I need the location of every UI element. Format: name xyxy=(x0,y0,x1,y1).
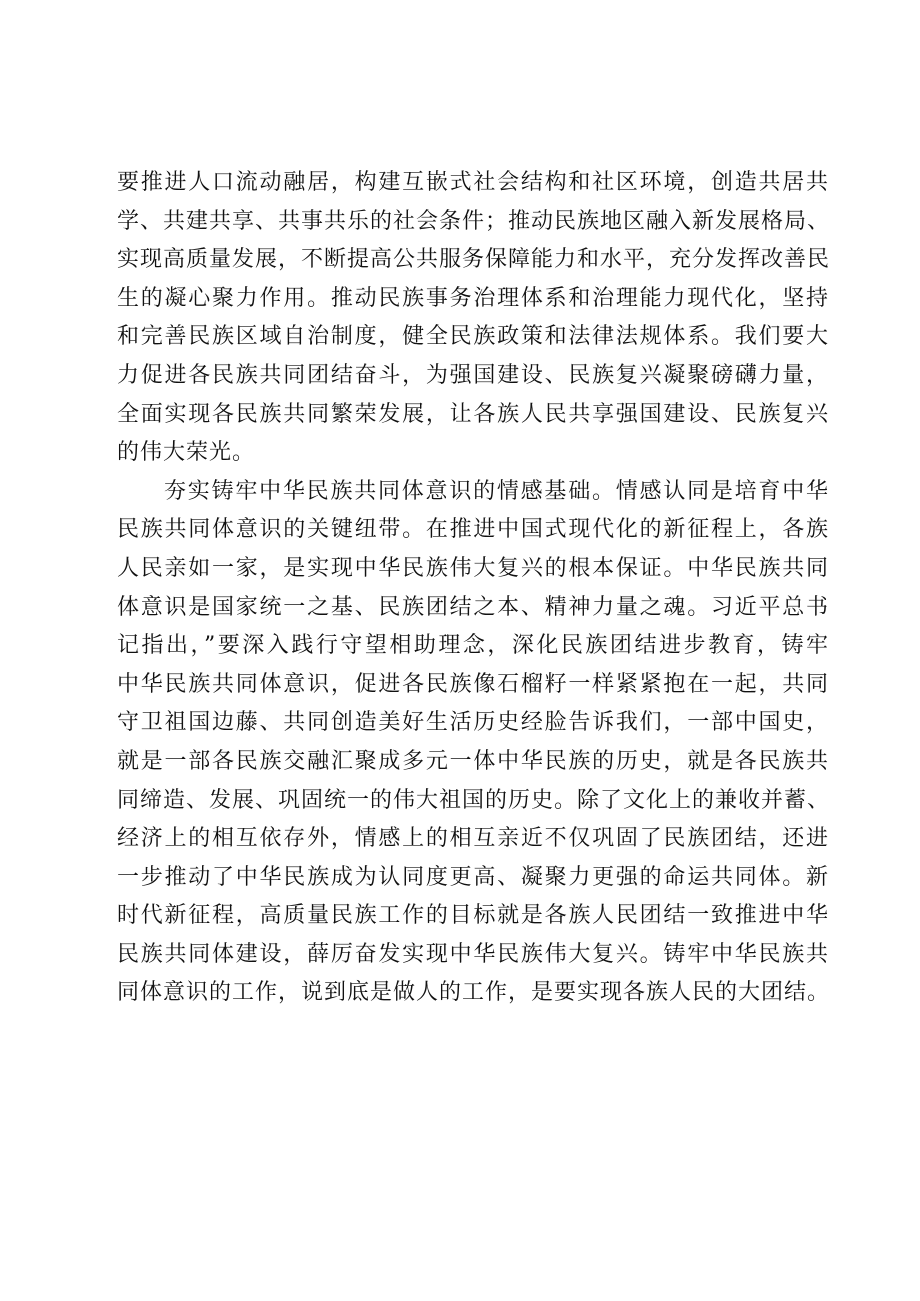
paragraph-1 xyxy=(117,164,829,473)
text-line: 时代新征程，高质量民族工作的目标就是各族人民团结一致推进中华 xyxy=(117,903,829,929)
text-line: 的伟大荣光。 xyxy=(117,440,256,466)
text-line: 力促进各民族共同团结奋斗，为强国建设、民族复兴凝聚磅礴力量， xyxy=(117,362,829,388)
text-line: 同缔造、发展、巩固统一的伟大祖国的历史。除了文化上的兼收并蓄、 xyxy=(117,787,831,813)
text-line: 民族共同体意识的关键纽带。在推进中国式现代化的新征程上，各族 xyxy=(117,517,829,543)
text-line: 记指出，”要深入践行守望相助理念，深化民族团结进步教育，铸牢 xyxy=(117,633,829,659)
text-line: 和完善民族区域自治制度，健全民族政策和法律法规体系。我们要大 xyxy=(117,324,829,350)
text-line: 生的凝心聚力作用。推动民族事务治理体系和治理能力现代化，坚持 xyxy=(117,285,829,311)
text-line: 民族共同体建设，薛厉奋发实现中华民族伟大复兴。铸牢中华民族共 xyxy=(117,941,829,967)
text-line: 夯实铸牢中华民族共同体意识的情感基础。情感认同是培育中华 xyxy=(164,478,829,504)
text-line: 全面实现各民族共同繁荣发展，让各族人民共享强国建设、民族复兴 xyxy=(117,401,829,427)
text-line: 一步推动了中华民族成为认同度更高、凝聚力更强的命运共同体。新 xyxy=(117,864,829,890)
text-line: 中华民族共同体意识，促进各民族像石榴籽一样紧紧抱在一起，共同 xyxy=(117,671,829,697)
paragraph-2 xyxy=(117,473,829,1013)
text-line: 要推进人口流动融居，构建互嵌式社会结构和社区环境，创造共居共 xyxy=(117,170,829,195)
text-line: 人民亲如一家，是实现中华民族伟大复兴的根本保证。中华民族共同 xyxy=(117,555,829,581)
text-line: 经济上的相互依存外，情感上的相互亲近不仅巩固了民族团结，还进 xyxy=(117,826,829,852)
text-line: 同体意识的工作，说到底是做人的工作，是要实现各族人民的大团结。 xyxy=(117,980,831,1006)
text-line: 实现高质量发展，不断提高公共服务保障能力和水平，充分发挥改善民 xyxy=(117,247,831,273)
text-line: 守卫祖国边藤、共同创造美好生活历史经脸告诉我们，一部中国史， xyxy=(117,710,829,736)
text-line: 学、共建共享、共事共乐的社会条件；推动民族地区融入新发展格局、 xyxy=(117,208,831,234)
text-line: 就是一部各民族交融汇聚成多元一体中华民族的历史，就是各民族共 xyxy=(117,748,829,774)
document-body xyxy=(117,164,829,1013)
text-line: 体意识是国家统一之基、民族团结之本、精神力量之魂。习近平总书 xyxy=(117,594,829,620)
